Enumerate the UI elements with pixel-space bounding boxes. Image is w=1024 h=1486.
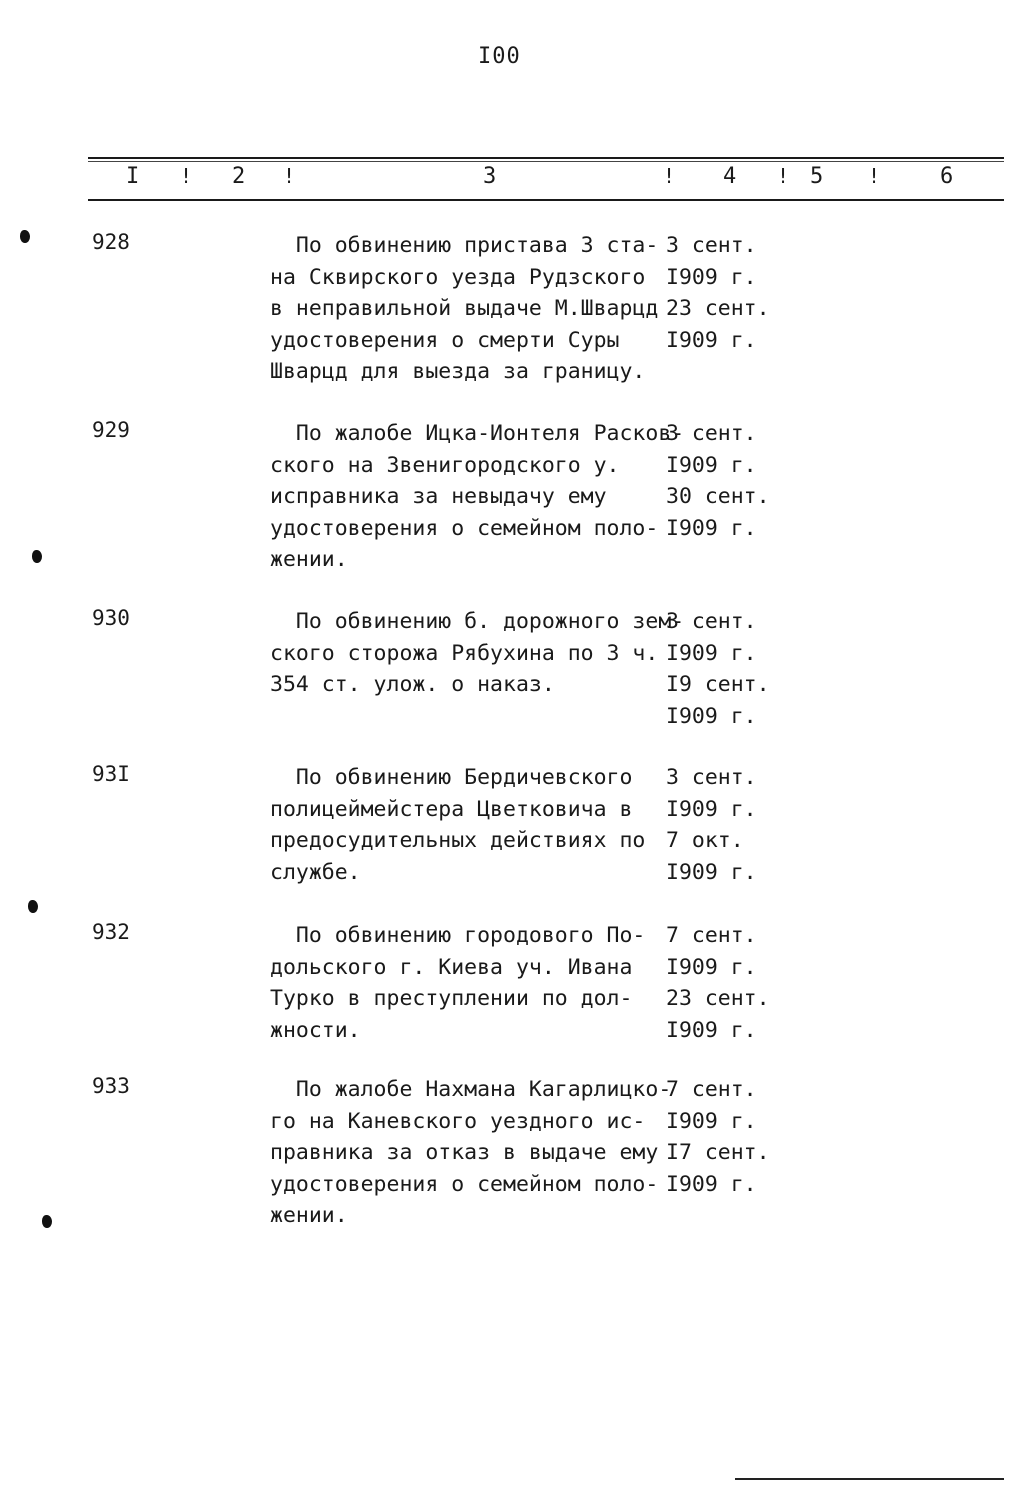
- entry-dates: 7 сент. I909 г. I7 сент. I909 г.: [666, 1077, 770, 1197]
- entry-number: 930: [92, 606, 130, 630]
- header-separator: !: [663, 164, 676, 188]
- entry-description: По жалобе Ицка-Ионтеля Расков- ского на Звенигородского у. исправника за невыдачу ему удостоверения о семейном поло- жении.: [270, 421, 685, 572]
- header-separator: !: [283, 164, 296, 188]
- entry-description: По жалобе Нахмана Кагарлицко- го на Каневского уездного ис- правника за отказ в выдаче ему удостоверения о семейном поло- жении.: [270, 1077, 672, 1228]
- header-separator: !: [868, 164, 881, 188]
- entry-description: По обвинению городового По- дольского г. Киева уч. Ивана Турко в преступлении по дол- жности.: [270, 923, 646, 1043]
- header-separator: !: [180, 164, 193, 188]
- header-col-4: 4: [723, 164, 737, 189]
- bottom-edge-rule: [735, 1478, 1004, 1480]
- binding-hole-mark: [42, 1215, 52, 1228]
- header-col-3: 3: [483, 164, 497, 189]
- header-col-1: I: [126, 164, 140, 189]
- binding-hole-mark: [32, 550, 42, 563]
- header-col-6: 6: [940, 164, 954, 189]
- table-header-bottom-rule: [88, 199, 1004, 201]
- entry-number: 93I: [92, 762, 130, 786]
- header-col-2: 2: [232, 164, 246, 189]
- table-top-rule: [88, 157, 1004, 159]
- table-top-rule-thin: [88, 161, 1004, 162]
- entry-dates: 3 сент. I909 г. 30 сент. I909 г.: [666, 421, 770, 541]
- entry-description: По обвинению б. дорожного зем- ского сторожа Рябухина по 3 ч. 354 ст. улож. о наказ.: [270, 609, 685, 697]
- entry-number: 933: [92, 1074, 130, 1098]
- header-separator: !: [777, 164, 790, 188]
- entry-number: 928: [92, 230, 130, 254]
- entry-number: 932: [92, 920, 130, 944]
- page-number: I00: [478, 44, 521, 69]
- entry-description: По обвинению пристава 3 ста- на Сквирского уезда Рудзского в неправильной выдаче М.Шварцд удостоверения о смерти Суры Шварцд для выезда за границу.: [270, 233, 659, 384]
- binding-hole-mark: [28, 900, 38, 913]
- entry-dates: 3 сент. I909 г. I9 сент. I909 г.: [666, 609, 770, 729]
- entry-dates: 3 сент. I909 г. 7 окт. I909 г.: [666, 765, 757, 885]
- entry-dates: 3 сент. I909 г. 23 сент. I909 г.: [666, 233, 770, 353]
- binding-hole-mark: [20, 230, 30, 243]
- header-col-5: 5: [810, 164, 824, 189]
- entry-description: По обвинению Бердичевского полицеймейстера Цветковича в предосудительных действиях по службе.: [270, 765, 646, 885]
- entry-number: 929: [92, 418, 130, 442]
- entry-dates: 7 сент. I909 г. 23 сент. I909 г.: [666, 923, 770, 1043]
